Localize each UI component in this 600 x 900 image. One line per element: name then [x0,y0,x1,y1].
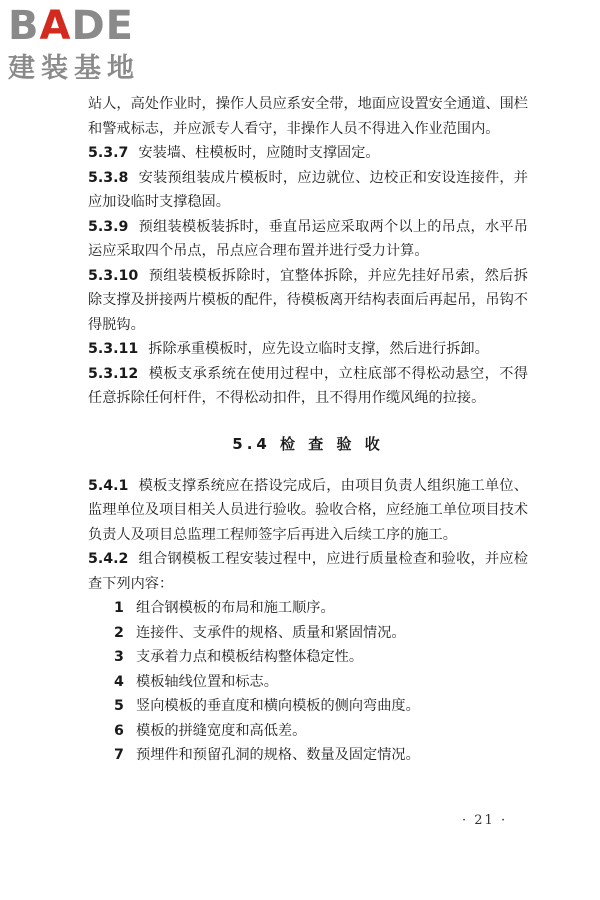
clause-5-3-12 [88,362,528,411]
clause-text: 安装预组装成片模板时，应边就位、边校正和安设连接件，并应加设临时支撑稳固。 [88,169,528,210]
clause-5-3-10 [88,264,528,338]
site-logo [8,4,178,94]
clause-number: 5.3.10 [88,267,139,284]
logo-wordmark: B A DE [8,3,134,49]
inspection-list [88,596,528,768]
clause-text: 预组装模板拆除时，宜整体拆除，并应先挂好吊索，然后拆除支撑及拼接两片模板的配件，待模板离开结构表面后再起吊，吊钩不得脱钩。 [88,267,528,333]
clause-number: 5.4.2 [88,551,129,567]
clause-text: 预组装模板装拆时，垂直吊运应采取两个以上的吊点，水平吊运应采取四个吊点，吊点应合理布置并进行受力计算。 [88,218,528,259]
clause-text: 模板支撑系统应在搭设完成后，由项目负责人组织施工单位、监理单位及项目相关人员进行验收。验收合格，应经施工单位项目技术负责人及项目总监理工程师签字后再进入后续工序的施工。 [88,477,528,543]
page-content [88,92,528,768]
clause-5-4-1 [88,474,528,548]
clause-text: 组合钢模板工程安装过程中，应进行质量检查和验收，并应检查下列内容： [88,551,528,592]
section-heading: 5.4 检 查 验 收 [232,434,384,453]
clause-text: 拆除承重模板时，应先设立临时支撑，然后进行拆卸。 [148,341,489,357]
logo-subtitle: 建装基地 [8,53,140,84]
clause-number: 5.3.11 [88,341,139,357]
clause-text: 安装墙、柱模板时，应随时支撑固定。 [138,145,380,161]
clause-5-3-8 [88,166,528,215]
clause-5-3-7 [88,141,528,166]
list-item: 1 组合钢模板的布局和施工顺序。 [114,600,335,616]
list-item: 5 竖向模板的垂直度和横向模板的侧向弯曲度。 [114,698,420,714]
list-item: 7 预埋件和预留孔洞的规格、数量及固定情况。 [114,747,420,763]
clause-text: 模板支承系统在使用过程中，立柱底部不得松动悬空，不得任意拆除任何杆件，不得松动扣件，且不得用作缆风绳的拉接。 [88,365,528,406]
clause-5-3-9 [88,215,528,264]
paragraph-continued: 站人，高处作业时，操作人员应系安全带，地面应设置安全通道、围栏和警戒标志，并应派专人看守，非操作人员不得进入作业范围内。 [88,96,528,137]
clause-number: 5.3.7 [88,145,129,161]
clause-number: 5.3.8 [88,169,129,186]
clause-number: 5.3.12 [88,365,139,382]
page-number: · 21 · [462,813,508,828]
clause-number: 5.3.9 [88,218,129,235]
list-item: 6 模板的拼缝宽度和高低差。 [114,722,307,739]
list-item: 3 支承着力点和模板结构整体稳定性。 [114,649,364,665]
clause-5-3-11 [88,337,528,362]
clause-number: 5.4.1 [88,477,129,494]
clause-5-4-2 [88,547,528,596]
list-item: 4 模板轴线位置和标志。 [114,673,278,690]
list-item: 2 连接件、支承件的规格、质量和紧固情况。 [114,624,406,641]
